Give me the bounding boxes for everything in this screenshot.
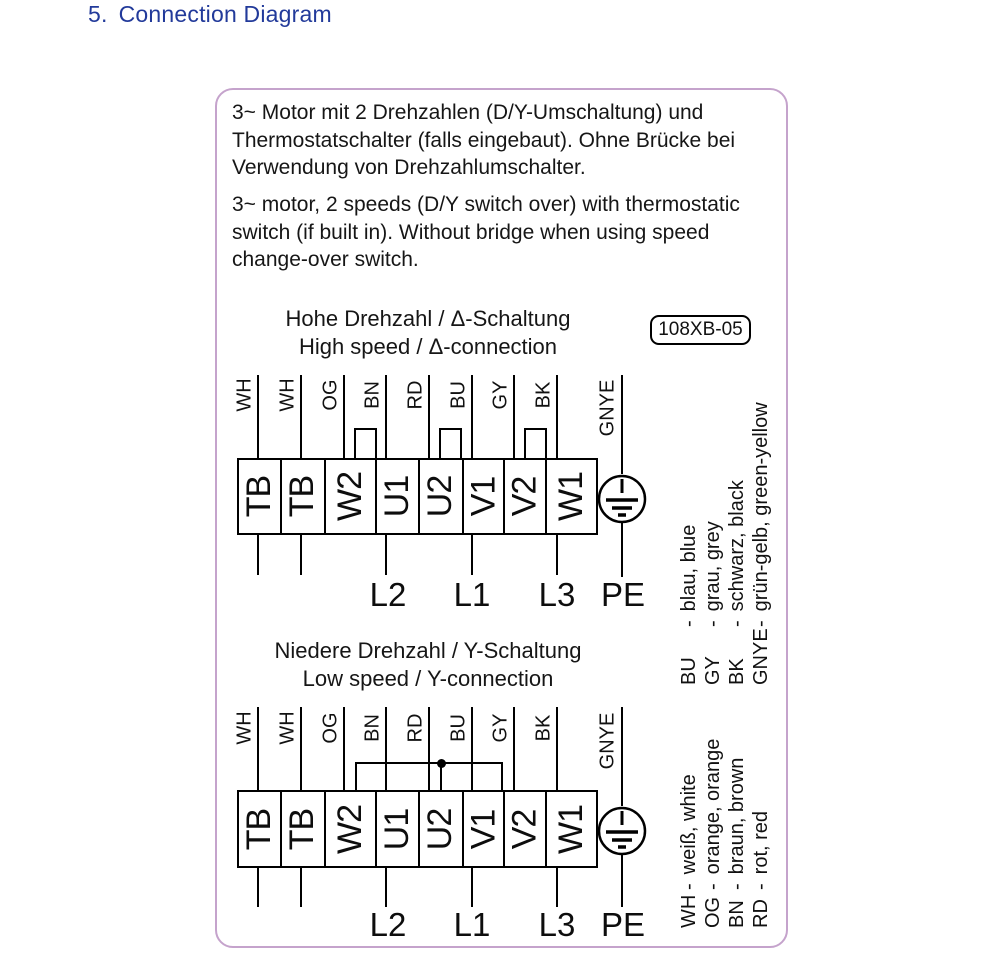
- legend-separator: -: [702, 620, 724, 627]
- wire-label-wh-1: WH: [233, 711, 256, 745]
- terminal-cell-w1: [545, 458, 598, 535]
- wire-line: [471, 707, 473, 790]
- diagram-high-title-de: Hohe Drehzahl / Δ-Schaltung: [285, 306, 571, 331]
- wire-line: [385, 375, 387, 458]
- wire-line: [428, 707, 430, 790]
- wire-label-bn: BN: [361, 714, 384, 742]
- terminal-cell-tb2: [280, 790, 325, 868]
- note-german: 3~ Motor mit 2 Drehzahlen (D/Y-Umschaltung) und Thermostatschalter (falls eingebaut). Ohne Brücke bei Verwendung von Drehzahlumschalter.: [232, 101, 736, 179]
- wire-line: [428, 375, 430, 458]
- bridge-stub: [439, 428, 441, 458]
- terminal-label: TB: [240, 808, 279, 850]
- terminal-label: W2: [330, 472, 369, 521]
- diagram-low-heading: [217, 637, 639, 693]
- bridge-stub: [354, 428, 356, 458]
- terminal-label: V2: [505, 809, 544, 849]
- terminal-label: U1: [378, 808, 417, 850]
- bridge-stub: [460, 428, 462, 458]
- wire-label-og: OG: [319, 379, 342, 411]
- junction-dot: [437, 759, 446, 768]
- earth-label-pe: PE: [600, 576, 646, 613]
- earth-wire-line: [621, 523, 623, 577]
- wire-line: [385, 707, 387, 790]
- terminal-cell-u2: [418, 790, 463, 868]
- terminal-cell-w2: [324, 790, 377, 868]
- legend-wire-colors-upper: [677, 385, 773, 685]
- terminal-label: U2: [421, 808, 460, 850]
- wire-label-wh-2: WH: [276, 711, 299, 745]
- legend-row-gy: [701, 385, 725, 685]
- wire-label-gy: GY: [489, 713, 512, 743]
- legend-abbr: OG: [702, 896, 724, 928]
- terminal-cell-v1: [462, 790, 506, 868]
- terminal-block-low: [237, 790, 591, 868]
- earth-wire-line: [621, 855, 623, 907]
- terminal-label: V1: [464, 476, 503, 517]
- mains-label-l1: L1: [453, 576, 491, 613]
- wire-label-gy: GY: [489, 380, 512, 410]
- terminal-cell-u1: [375, 458, 420, 535]
- mains-label-l3: L3: [538, 576, 576, 613]
- legend-abbr: WH: [678, 894, 700, 928]
- bridge-stub: [355, 762, 357, 790]
- wire-label-rd: RD: [404, 713, 427, 743]
- legend-row-gnye: [749, 385, 773, 685]
- earth-label-pe: PE: [600, 906, 646, 943]
- mains-label-l3: L3: [538, 906, 576, 943]
- wire-line: [343, 707, 345, 790]
- wire-line: [513, 375, 515, 458]
- terminal-cell-v2: [503, 790, 547, 868]
- mains-label-l2: L2: [369, 576, 407, 613]
- bridge-stub: [524, 428, 526, 458]
- diagram-high-heading: [217, 305, 639, 361]
- earth-wire-label-gnye: GNYE: [596, 712, 619, 770]
- wire-label-bu: BU: [447, 381, 470, 409]
- drop-line-l1: [471, 535, 473, 575]
- wire-label-bk: BK: [532, 381, 555, 409]
- legend-name: schwarz, black: [726, 480, 748, 612]
- terminal-label: V2: [505, 476, 544, 517]
- bridge-link-v2-w1: [524, 428, 547, 430]
- mains-label-l1: L1: [453, 906, 491, 943]
- wire-line: [300, 707, 302, 790]
- wire-label-og: OG: [319, 712, 342, 744]
- terminal-label: W1: [552, 472, 591, 521]
- legend-abbr: BN: [726, 900, 748, 928]
- drop-line-tb2: [300, 535, 302, 575]
- terminal-label: V1: [464, 809, 503, 849]
- wire-label-bn: BN: [361, 381, 384, 409]
- terminal-label: U1: [378, 475, 417, 518]
- legend-separator: -: [750, 883, 772, 890]
- legend-name: braun, brown: [726, 757, 748, 875]
- legend-name: grau, grey: [702, 521, 724, 612]
- legend-separator: -: [678, 883, 700, 890]
- legend-separator: -: [678, 620, 700, 627]
- earth-wire-label-gnye: GNYE: [596, 379, 619, 437]
- drop-line-tb2: [300, 868, 302, 907]
- legend-name: grün-gelb, green-yellow: [750, 402, 772, 612]
- terminal-cell-tb1: [237, 458, 282, 535]
- ref-code-badge: 108XB-05: [650, 315, 751, 345]
- wire-label-bu: BU: [447, 714, 470, 742]
- legend-row-bu: [677, 385, 701, 685]
- bridge-stub: [545, 428, 547, 458]
- legend-abbr: RD: [750, 899, 772, 928]
- legend-separator: -: [726, 620, 748, 627]
- terminal-label: TB: [240, 475, 279, 518]
- bridge-stub: [375, 428, 377, 458]
- earth-ground-icon: [597, 474, 647, 524]
- terminal-label: W2: [330, 804, 369, 854]
- terminal-label: W1: [552, 804, 591, 854]
- page-title-text: Connection Diagram: [118, 1, 332, 27]
- legend-separator: -: [702, 883, 724, 890]
- wire-line: [257, 707, 259, 790]
- terminal-label: TB: [283, 808, 322, 850]
- legend-name: rot, red: [750, 810, 772, 875]
- terminal-cell-u1: [375, 790, 420, 868]
- wire-line: [300, 375, 302, 458]
- diagram-low-title-en: Low speed / Y-connection: [302, 666, 554, 691]
- terminal-cell-v1: [462, 458, 506, 535]
- drop-line-l2: [385, 535, 387, 575]
- drop-line-l3: [556, 868, 558, 907]
- wire-line: [556, 707, 558, 790]
- bridge-link-u2-v1: [439, 428, 462, 430]
- legend-name: orange, orange: [702, 738, 724, 875]
- drop-line-tb1: [257, 868, 259, 907]
- legend-separator: -: [726, 883, 748, 890]
- wire-label-bk: BK: [532, 714, 555, 742]
- legend-name: weiß, white: [678, 774, 700, 875]
- bridge-link-w2-u2-v2: [355, 762, 503, 764]
- terminal-label: TB: [283, 475, 322, 518]
- terminal-cell-tb2: [280, 458, 325, 535]
- drop-line-l3: [556, 535, 558, 575]
- bridge-link-w2-u1: [354, 428, 377, 430]
- connection-panel: [215, 88, 788, 948]
- drop-line-l1: [471, 868, 473, 907]
- page-title-number: 5.: [88, 1, 108, 27]
- bridge-stub: [501, 762, 503, 790]
- wire-line: [556, 375, 558, 458]
- terminal-cell-tb1: [237, 790, 282, 868]
- wire-label-wh-1: WH: [233, 378, 256, 412]
- drop-line-l2: [385, 868, 387, 907]
- wire-line: [513, 707, 515, 790]
- terminal-cell-w1: [545, 790, 598, 868]
- legend-separator: -: [750, 620, 772, 627]
- legend-row-og: [701, 738, 725, 928]
- terminal-block-high: [237, 458, 591, 535]
- legend-abbr: BK: [726, 658, 748, 685]
- terminal-label: U2: [421, 475, 460, 518]
- wire-label-wh-2: WH: [276, 378, 299, 412]
- wire-label-rd: RD: [404, 380, 427, 410]
- wire-line: [257, 375, 259, 458]
- terminal-cell-u2: [418, 458, 463, 535]
- terminal-cell-w2: [324, 458, 377, 535]
- legend-row-bk: [725, 385, 749, 685]
- earth-wire-line: [621, 707, 623, 806]
- legend-row-wh: [677, 748, 701, 928]
- mains-label-l2: L2: [369, 906, 407, 943]
- wire-line: [343, 375, 345, 458]
- legend-abbr: BU: [678, 657, 700, 685]
- legend-name: blau, blue: [678, 524, 700, 612]
- earth-ground-icon: [597, 806, 647, 856]
- legend-abbr: GY: [702, 656, 724, 685]
- earth-wire-line: [621, 375, 623, 474]
- note-english: 3~ motor, 2 speeds (D/Y switch over) with thermostatic switch (if built in). Without bridge when using speed change-over switch.: [232, 193, 740, 271]
- legend-row-rd: [749, 748, 773, 928]
- terminal-cell-v2: [503, 458, 547, 535]
- legend-row-bn: [725, 748, 749, 928]
- drop-line-tb1: [257, 535, 259, 575]
- diagram-high-title-en: High speed / Δ-connection: [298, 334, 558, 359]
- wire-line: [471, 375, 473, 458]
- legend-wire-colors-lower: [677, 738, 773, 928]
- diagram-low-title-de: Niedere Drehzahl / Y-Schaltung: [274, 638, 582, 663]
- legend-abbr: GNYE: [750, 628, 772, 685]
- page-title: [88, 1, 332, 28]
